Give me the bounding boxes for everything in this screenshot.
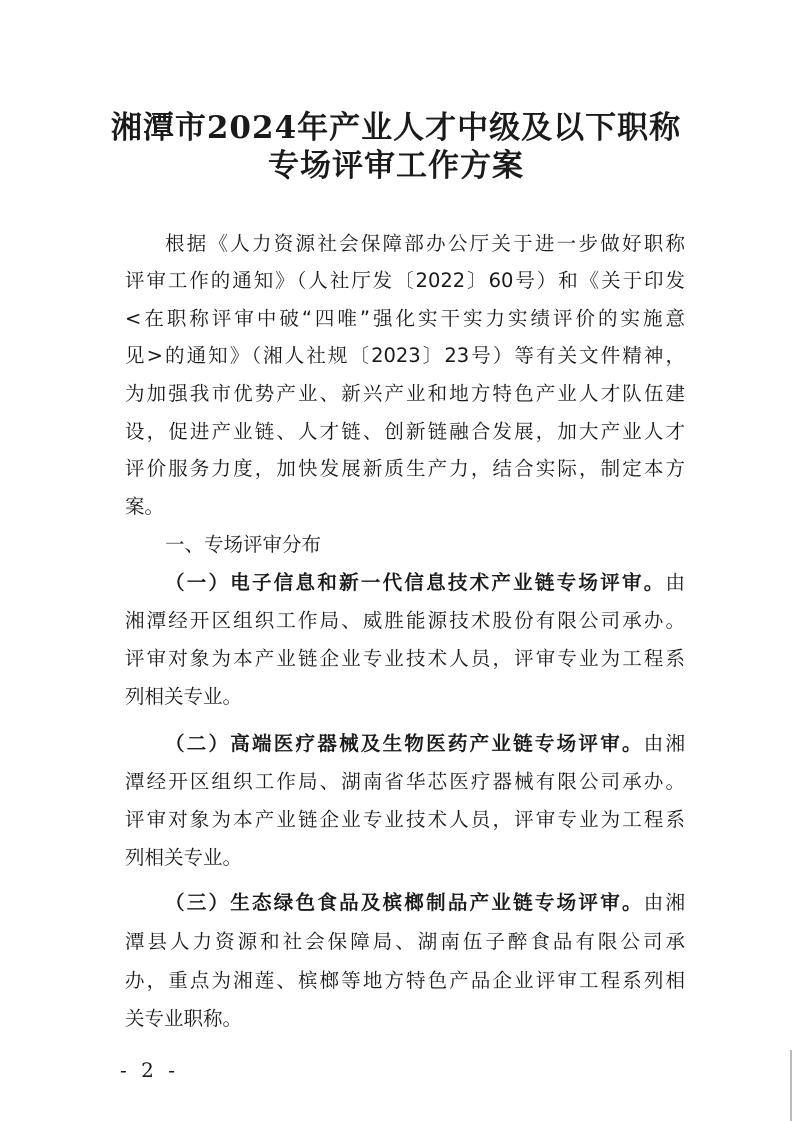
item-text: 由湘 xyxy=(643,891,685,914)
item-line: 评审对象为本产业链企业专业技术人员，评审专业为工程系 xyxy=(125,647,685,670)
item-first-line xyxy=(165,570,685,596)
item-text: 由 xyxy=(665,571,685,594)
intro-line: 根据《人力资源社会保障部办公厅关于进一步做好职称 xyxy=(165,232,685,255)
intro-line: 评审工作的通知》（人社厅发〔2022〕60号）和《关于印发 xyxy=(125,269,685,292)
intro-line: 为加强我市优势产业、新兴产业和地方特色产业人才队伍建 xyxy=(125,382,685,405)
document-title-line-2: 专场评审工作方案 xyxy=(268,148,524,184)
item-line: 列相关专业。 xyxy=(125,685,243,708)
item-text: 由湘 xyxy=(643,732,685,755)
page-number: - 2 - xyxy=(120,1058,179,1082)
item-line: 关专业职称。 xyxy=(125,1007,243,1030)
item-line: 办，重点为湘莲、槟榔等地方特色产品企业评审工程系列相 xyxy=(125,969,685,992)
item-first-line xyxy=(165,890,685,916)
intro-line: 设，促进产业链、人才链、创新链融合发展，加大产业人才 xyxy=(125,420,685,443)
item-heading: （二）高端医疗器械及生物医药产业链专场评审。 xyxy=(165,732,644,755)
item-line: 潭县人力资源和社会保障局、湖南伍子醉食品有限公司承 xyxy=(125,930,685,953)
intro-line: 见>的通知》（湘人社规〔2023〕23号）等有关文件精神， xyxy=(125,344,685,367)
intro-line: 评价服务力度，加快发展新质生产力，结合实际，制定本方 xyxy=(125,457,685,480)
item-line: 评审对象为本产业链企业专业技术人员，评审专业为工程系 xyxy=(125,808,685,831)
item-line: 湘潭经开区组织工作局、威胜能源技术股份有限公司承办。 xyxy=(125,609,685,632)
intro-line: 案。 xyxy=(125,495,165,518)
intro-line: <在职称评审中破“四唯”强化实干实力实绩评价的实施意 xyxy=(125,307,685,330)
item-line: 潭经开区组织工作局、湖南省华芯医疗器械有限公司承办。 xyxy=(125,770,685,793)
section-heading: 一、专场评审分布 xyxy=(165,533,322,556)
item-first-line xyxy=(165,731,685,757)
document-title-line-1: 湘潭市2024年产业人才中级及以下职称 xyxy=(110,110,682,146)
item-line: 列相关专业。 xyxy=(125,846,243,869)
item-heading: （三）生态绿色食品及槟榔制品产业链专场评审。 xyxy=(165,891,644,914)
item-heading: （一）电子信息和新一代信息技术产业链专场评审。 xyxy=(165,571,666,594)
